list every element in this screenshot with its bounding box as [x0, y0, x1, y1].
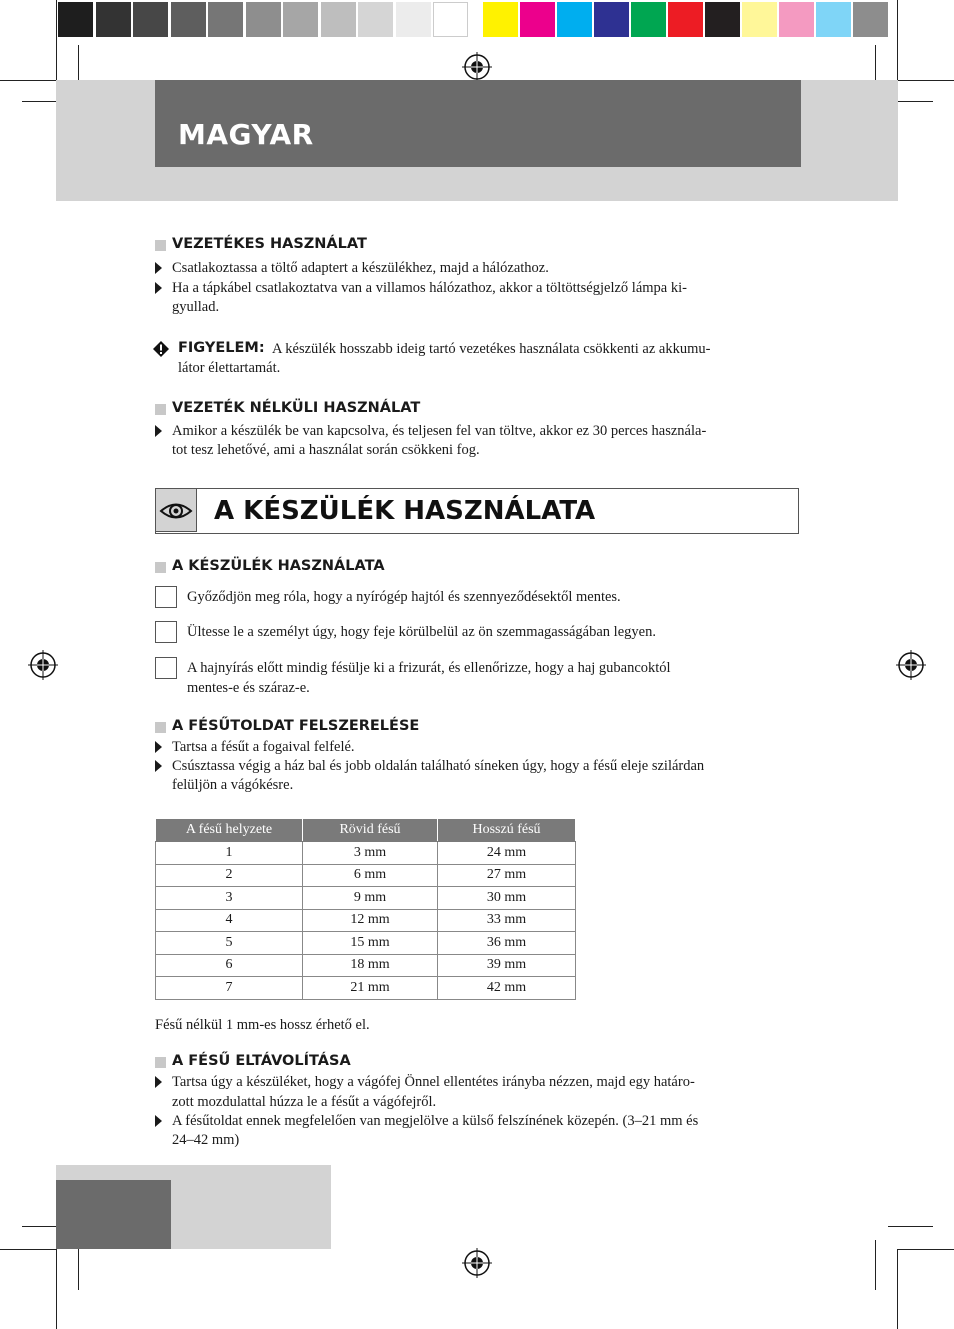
- section-marker: [155, 1057, 166, 1068]
- registration-mark-icon: [28, 650, 58, 680]
- table-row: [156, 977, 576, 1000]
- warning-text-continued: látor élettartamát.: [178, 360, 281, 376]
- color-swatch: [853, 2, 888, 37]
- table-cell: 12 mm: [303, 909, 438, 932]
- no-comb-note: Fésű nélkül 1 mm-es hossz érhető el.: [155, 1017, 370, 1033]
- gray-swatch: [433, 2, 468, 37]
- checklist-text-continued: mentes-e és száraz-e.: [187, 680, 310, 696]
- registration-mark-icon: [462, 1248, 492, 1278]
- bullet-text: Csatlakoztassa a töltő adaptert a készülékhez, majd a hálózathoz.: [172, 260, 549, 276]
- color-swatch: [631, 2, 666, 37]
- bullet-arrow-icon: [155, 1115, 162, 1127]
- bullet-arrow-icon: [155, 425, 162, 437]
- table-row: [156, 842, 576, 865]
- table-cell: 27 mm: [438, 864, 576, 887]
- section-marker: [155, 240, 166, 251]
- table-row: [156, 909, 576, 932]
- color-swatch: [668, 2, 703, 37]
- table-cell: 6 mm: [303, 864, 438, 887]
- table-cell: 6: [156, 954, 303, 977]
- crop-mark: [898, 1249, 954, 1250]
- bullet-arrow-icon: [155, 741, 162, 753]
- eye-icon: [159, 497, 193, 525]
- warning-label: FIGYELEM:: [178, 340, 265, 356]
- section-heading-cordless: VEZETÉK NÉLKÜLI HASZNÁLAT: [172, 400, 421, 416]
- color-swatch: [557, 2, 592, 37]
- color-swatch: [816, 2, 851, 37]
- gray-swatch: [133, 2, 168, 37]
- section-heading-usage: A KÉSZÜLÉK HASZNÁLATA: [172, 558, 385, 574]
- bullet-text: Amikor a készülék be van kapcsolva, és teljesen fel van töltve, akkor ez 30 perces használa-: [172, 423, 707, 439]
- bullet-text-continued: felüljön a vágókésre.: [172, 777, 294, 793]
- crop-mark: [888, 1226, 933, 1227]
- table-cell: 21 mm: [303, 977, 438, 1000]
- warning-text: A készülék hosszabb ideig tartó vezetékes használata csökkenti az akkumu-: [272, 341, 711, 357]
- footer-page-tab: [56, 1180, 171, 1249]
- table-row: [156, 864, 576, 887]
- checklist-text: A hajnyírás előtt mindig fésülje ki a frizurát, és ellenőrizze, hogy a haj gubancoktól: [187, 660, 671, 676]
- checklist-checkbox[interactable]: [155, 621, 177, 643]
- bullet-text: A fésűtoldat ennek megfelelően van megjelölve a külső felszínének közepén. (3–21 mm és: [172, 1113, 699, 1129]
- bullet-text-continued: zott mozdulattal húzza le a fésűt a vágófejről.: [172, 1094, 437, 1110]
- table-cell: 7: [156, 977, 303, 1000]
- crop-mark: [0, 80, 56, 81]
- gray-swatch: [96, 2, 131, 37]
- table-cell: 39 mm: [438, 954, 576, 977]
- crop-mark: [897, 1249, 898, 1329]
- crop-mark: [56, 1249, 57, 1329]
- bullet-arrow-icon: [155, 1076, 162, 1088]
- registration-mark-icon: [896, 650, 926, 680]
- gray-swatch: [283, 2, 318, 37]
- bullet-text-continued: tot tesz lehetővé, ami a használat során csökkeni fog.: [172, 442, 480, 458]
- table-cell: 24 mm: [438, 842, 576, 865]
- table-cell: 30 mm: [438, 887, 576, 910]
- bullet-arrow-icon: [155, 282, 162, 294]
- section-marker: [155, 722, 166, 733]
- table-cell: 18 mm: [303, 954, 438, 977]
- bullet-text: Ha a tápkábel csatlakoztatva van a villamos hálózathoz, akkor a töltöttségjelző lámpa ki-: [172, 280, 687, 296]
- checklist-checkbox[interactable]: [155, 657, 177, 679]
- registration-mark-icon: [462, 52, 492, 82]
- warning-diamond-icon: [153, 341, 169, 357]
- crop-mark: [875, 1240, 876, 1290]
- comb-length-table: [155, 818, 576, 1000]
- bullet-text: Tartsa úgy a készüléket, hogy a vágófej Önnel ellentétes irányba nézzen, majd egy határo-: [172, 1074, 695, 1090]
- table-cell: 1: [156, 842, 303, 865]
- table-cell: 5: [156, 932, 303, 955]
- bullet-text-continued: 24–42 mm): [172, 1132, 240, 1148]
- bullet-arrow-icon: [155, 262, 162, 274]
- color-swatch: [520, 2, 555, 37]
- crop-mark: [0, 1249, 56, 1250]
- table-row: [156, 932, 576, 955]
- gray-swatch: [246, 2, 281, 37]
- gray-swatch: [58, 2, 93, 37]
- table-row: [156, 954, 576, 977]
- checklist-text: Győződjön meg róla, hogy a nyírógép hajtól és szennyeződésektől mentes.: [187, 589, 621, 605]
- table-cell: 4: [156, 909, 303, 932]
- color-swatch: [594, 2, 629, 37]
- table-row: [156, 887, 576, 910]
- section-heading-comb-attach: A FÉSŰTOLDAT FELSZERELÉSE: [172, 718, 420, 734]
- table-header-cell: A fésű helyzete: [156, 819, 303, 842]
- color-swatch: [779, 2, 814, 37]
- section-title: A KÉSZÜLÉK HASZNÁLATA: [214, 496, 596, 526]
- table-cell: 3: [156, 887, 303, 910]
- table-cell: 9 mm: [303, 887, 438, 910]
- crop-mark: [898, 80, 954, 81]
- bullet-arrow-icon: [155, 760, 162, 772]
- crop-mark: [897, 0, 898, 80]
- table-header-cell: Hosszú fésű: [438, 819, 576, 842]
- gray-swatch: [358, 2, 393, 37]
- table-cell: 2: [156, 864, 303, 887]
- gray-swatch: [396, 2, 431, 37]
- color-swatch: [742, 2, 777, 37]
- table-cell: 15 mm: [303, 932, 438, 955]
- section-heading-comb-remove: A FÉSŰ ELTÁVOLÍTÁSA: [172, 1053, 351, 1069]
- bullet-text-continued: gyullad.: [172, 299, 220, 315]
- section-heading-wired: VEZETÉKES HASZNÁLAT: [172, 236, 367, 252]
- table-header-row: [156, 819, 576, 842]
- bullet-text: Csúsztassa végig a ház bal és jobb oldalán található síneken úgy, hogy a fésű eleje szilárdan: [172, 758, 705, 774]
- section-marker: [155, 404, 166, 415]
- table-cell: 36 mm: [438, 932, 576, 955]
- checklist-checkbox[interactable]: [155, 586, 177, 608]
- checklist-text: Ültesse le a személyt úgy, hogy feje körülbelül az ön szemmagasságában legyen.: [187, 624, 656, 640]
- crop-mark: [56, 0, 57, 80]
- bullet-text: Tartsa a fésűt a fogaival felfelé.: [172, 739, 355, 755]
- color-swatch: [483, 2, 518, 37]
- page-title: MAGYAR: [178, 118, 314, 151]
- table-cell: 3 mm: [303, 842, 438, 865]
- section-marker: [155, 562, 166, 573]
- gray-swatch: [321, 2, 356, 37]
- color-swatch: [705, 2, 740, 37]
- gray-swatch: [208, 2, 243, 37]
- table-cell: 33 mm: [438, 909, 576, 932]
- table-header-cell: Rövid fésű: [303, 819, 438, 842]
- table-cell: 42 mm: [438, 977, 576, 1000]
- gray-swatch: [171, 2, 206, 37]
